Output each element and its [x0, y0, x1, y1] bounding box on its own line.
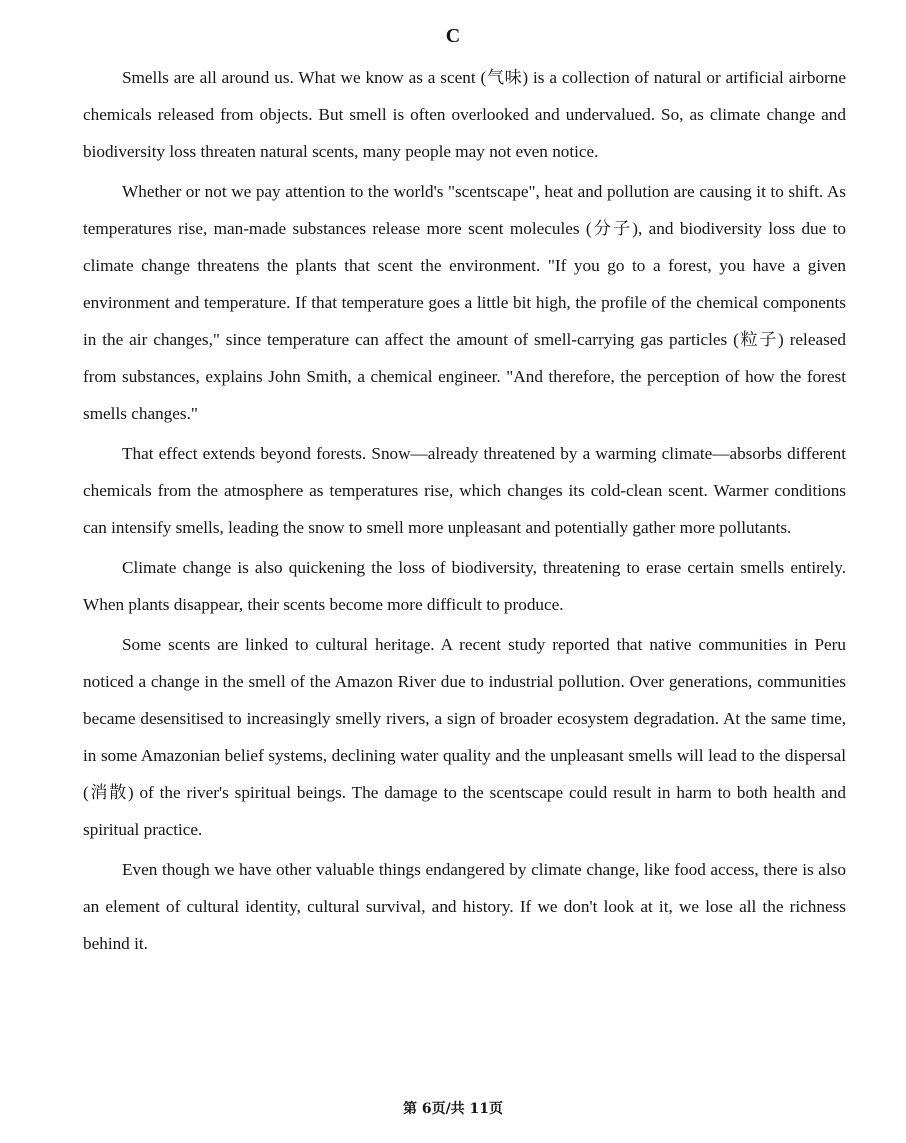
paragraph-5: Some scents are linked to cultural heritage. A recent study reported that native communities in Peru noticed a change in the smell of the Amazon River due to industrial pollution. Over generations, communities became desensitised to increasingly smelly rivers, a sign of broader ecosystem degradation. At the same time, in some Amazonian belief systems, declining water quality and the unpleasant smells will lead to the dispersal (消散) of the river's spiritual beings. The damage to the scentscape could result in harm to both health and spiritual practice.: [83, 635, 846, 839]
paragraph-6: Even though we have other valuable things endangered by climate change, like food access, there is also an element of cultural identity, cultural survival, and history. If we don't look at it, we lose all the richness behind it.: [83, 860, 846, 953]
paragraph-1: Smells are all around us. What we know as a scent (气味) is a collection of natural or artificial airborne chemicals released from objects. But smell is often overlooked and undervalued. So, as climate change and biodiversity loss threaten natural scents, many people may not even notice.: [83, 68, 846, 161]
section-heading: C: [445, 25, 461, 47]
page-number: 第 6页/共 11页: [402, 1101, 504, 1117]
paragraph-4: Climate change is also quickening the loss of biodiversity, threatening to erase certain smells entirely. When plants disappear, their scents become more difficult to produce.: [83, 558, 846, 614]
paragraph-2: Whether or not we pay attention to the world's "scentscape", heat and pollution are causing it to shift. As temperatures rise, man-made substances release more scent molecules (分子), and biodiversity loss due to climate change threatens the plants that scent the environment. "If you go to a forest, you have a given environment and temperature. If that temperature goes a little bit high, the profile of the chemical components in the air changes," since temperature can affect the amount of smell-carrying gas particles (粒子) released from substances, explains John Smith, a chemical engineer. "And therefore, the perception of how the forest smells changes.": [83, 182, 846, 423]
paragraph-3: That effect extends beyond forests. Snow—already threatened by a warming climate—absorbs different chemicals from the atmosphere as temperatures rise, which changes its cold-clean scent. Warmer conditions can intensify smells, leading the snow to smell more unpleasant and potentially gather more pollutants.: [83, 444, 846, 537]
passage-body: [83, 59, 846, 965]
